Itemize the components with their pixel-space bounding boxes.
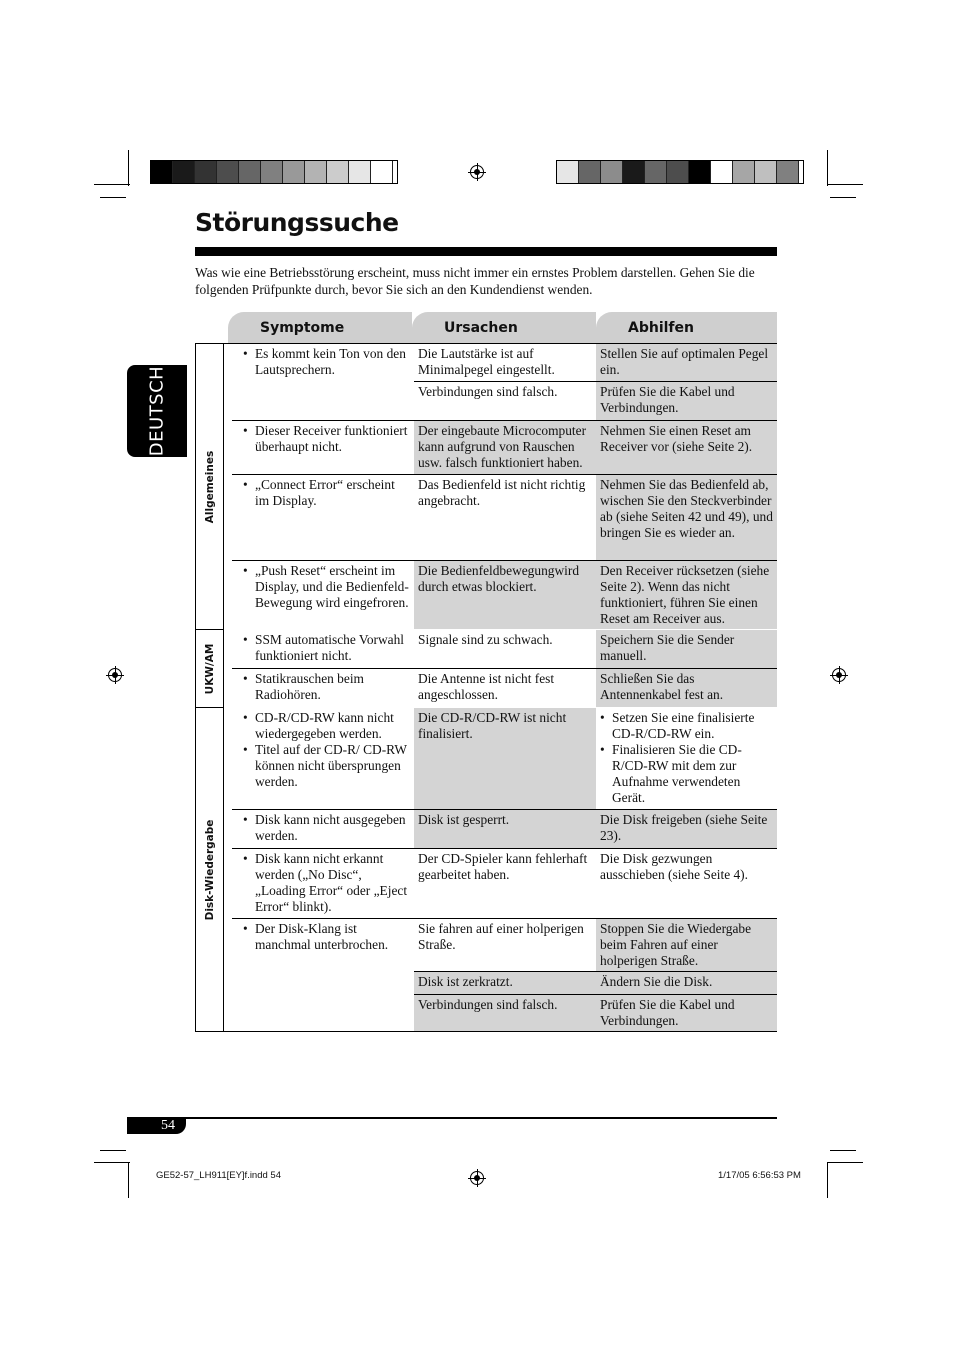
table-row-cause: Die Lautstärke ist auf Minimalpegel eingestellt.	[418, 346, 555, 377]
table-border-category	[223, 343, 224, 1032]
table-row-remedy: Den Receiver rücksetzen (siehe Seite 2). Wenn das nicht funktioniert, führen Sie einen Reset am Receiver aus.	[596, 561, 777, 629]
table-row-symptom: • Dieser Receiver funktioniert überhaupt nicht.	[232, 421, 414, 474]
table-row-cause: Das Bedienfeld ist nicht richtig angebracht.	[418, 477, 586, 508]
page-title: Störungssuche	[195, 208, 399, 237]
table-row-symptom: • Disk kann nicht erkannt werden („No Disc“, „Loading Error“ oder „Eject Error“ blinkt).	[232, 849, 414, 918]
table-row-cause: Verbindungen sind falsch.	[418, 384, 558, 399]
table-row-cause: Signale sind zu schwach.	[418, 632, 553, 647]
crop-mark	[830, 1150, 856, 1151]
crop-mark	[827, 1162, 863, 1163]
crop-mark	[100, 1150, 126, 1151]
crop-mark	[100, 197, 126, 198]
table-row-cause: Die CD-R/CD-RW ist nicht finalisiert.	[414, 708, 596, 809]
crop-mark	[827, 1162, 828, 1198]
table-row-cause: Disk ist zerkratzt.	[414, 972, 596, 994]
registration-mark-icon	[470, 1171, 484, 1185]
crop-mark	[827, 184, 863, 185]
language-tab	[127, 365, 187, 457]
table-row-cause: Der CD-Spieler kann fehlerhaft gearbeitet haben.	[418, 851, 588, 882]
table-row-symptom: • Der Disk-Klang ist manchmal unterbrochen.	[232, 919, 414, 1031]
table-border-bottom	[195, 1031, 777, 1032]
registration-mark-icon	[832, 668, 846, 682]
footer-rule	[127, 1117, 777, 1119]
table-row-remedy: Ändern Sie die Disk.	[596, 972, 777, 994]
file-slug: GE52-57_LH911[EY]f.indd 54	[156, 1170, 281, 1181]
table-row-remedy: Nehmen Sie einen Reset am Receiver vor (siehe Seite 2).	[596, 421, 777, 474]
table-row-remedy: • Setzen Sie eine finalisierte CD-R/CD-RW ein. • Finalisieren Sie die CD-R/CD-RW mit dem zur Aufnahme verwendeten Gerät.	[596, 708, 777, 809]
table-row-remedy: Nehmen Sie das Bedienfeld ab, wischen Sie den Steckverbinder ab (siehe Seiten 42 und 49), und bringen Sie es wieder an.	[596, 475, 777, 560]
header-causes: Ursachen	[412, 312, 596, 344]
crop-mark	[94, 1162, 130, 1163]
table-row-symptom: • Statikrauschen beim Radiohören.	[232, 669, 414, 707]
table-row-remedy: Die Disk gezwungen ausschieben (siehe Seite 4).	[600, 851, 748, 882]
table-row-remedy: Stoppen Sie die Wiedergabe beim Fahren auf einer holperigen Straße.	[596, 919, 777, 971]
category-general: Allgemeines	[203, 450, 216, 523]
header-remedies: Abhilfen	[596, 312, 777, 344]
table-row-remedy: Prüfen Sie die Kabel und Verbindungen.	[596, 382, 777, 420]
table-row-symptom: • „Push Reset“ erscheint im Display, und die Bedienfeld-Bewegung wird eingefroren.	[232, 561, 414, 629]
table-row-cause: Die Bedienfeldbewegungwird durch etwas blockiert.	[414, 561, 596, 629]
table-row-symptom: • CD-R/CD-RW kann nicht wiedergegeben werden. • Titel auf der CD-R/ CD-RW können nicht übersprungen werden.	[232, 708, 414, 809]
registration-mark-icon	[470, 165, 484, 179]
table-row-cause: Der eingebaute Microcomputer kann aufgrund von Rauschen usw. falsch funktioniert haben.	[414, 421, 596, 474]
intro-paragraph: Was wie eine Betriebsstörung erscheint, muss nicht immer ein ernstes Problem darstellen. Gehen Sie die folgenden Prüfpunkte durch, bevor Sie sich an den Kundendienst wenden.	[195, 265, 755, 297]
table-row-cause: Disk ist gesperrt.	[414, 810, 596, 848]
language-tab-label: DEUTSCH	[146, 365, 168, 457]
table-row-remedy: Speichern Sie die Sender manuell.	[596, 630, 777, 668]
table-row-symptom: • Es kommt kein Ton von den Lautsprechern.	[232, 344, 414, 420]
crop-mark	[94, 184, 130, 185]
category-disc: Disk-Wiedergabe	[203, 819, 216, 920]
page-number: 54	[161, 1118, 175, 1133]
table-row-remedy: Prüfen Sie die Kabel und Verbindungen.	[596, 995, 777, 1031]
timestamp: 1/17/05 6:56:53 PM	[718, 1170, 801, 1181]
table-row-cause: Die Antenne ist nicht fest angeschlossen.	[418, 671, 555, 702]
table-row-symptom: • SSM automatische Vorwahl funktioniert nicht.	[232, 630, 414, 668]
category-radio: UKW/AM	[203, 643, 216, 694]
color-bar-right	[556, 160, 804, 184]
table-row-remedy: Stellen Sie auf optimalen Pegel ein.	[596, 344, 777, 381]
header-symptoms: Symptome	[228, 312, 412, 344]
table-row-symptom: • „Connect Error“ erscheint im Display.	[232, 475, 414, 560]
crop-mark	[128, 1162, 129, 1198]
crop-mark	[827, 150, 828, 186]
table-row-remedy: Die Disk freigeben (siehe Seite 23).	[596, 810, 777, 848]
table-row-remedy: Schließen Sie das Antennenkabel fest an.	[596, 669, 777, 707]
table-row-symptom: • Disk kann nicht ausgegeben werden.	[232, 810, 414, 848]
crop-mark	[830, 197, 856, 198]
table-row-cause: Verbindungen sind falsch.	[414, 995, 596, 1031]
registration-mark-icon	[108, 668, 122, 682]
title-rule	[195, 247, 777, 256]
table-row-cause: Sie fahren auf einer holperigen Straße.	[418, 921, 584, 952]
crop-mark	[128, 150, 129, 186]
color-bar-left	[150, 160, 398, 184]
